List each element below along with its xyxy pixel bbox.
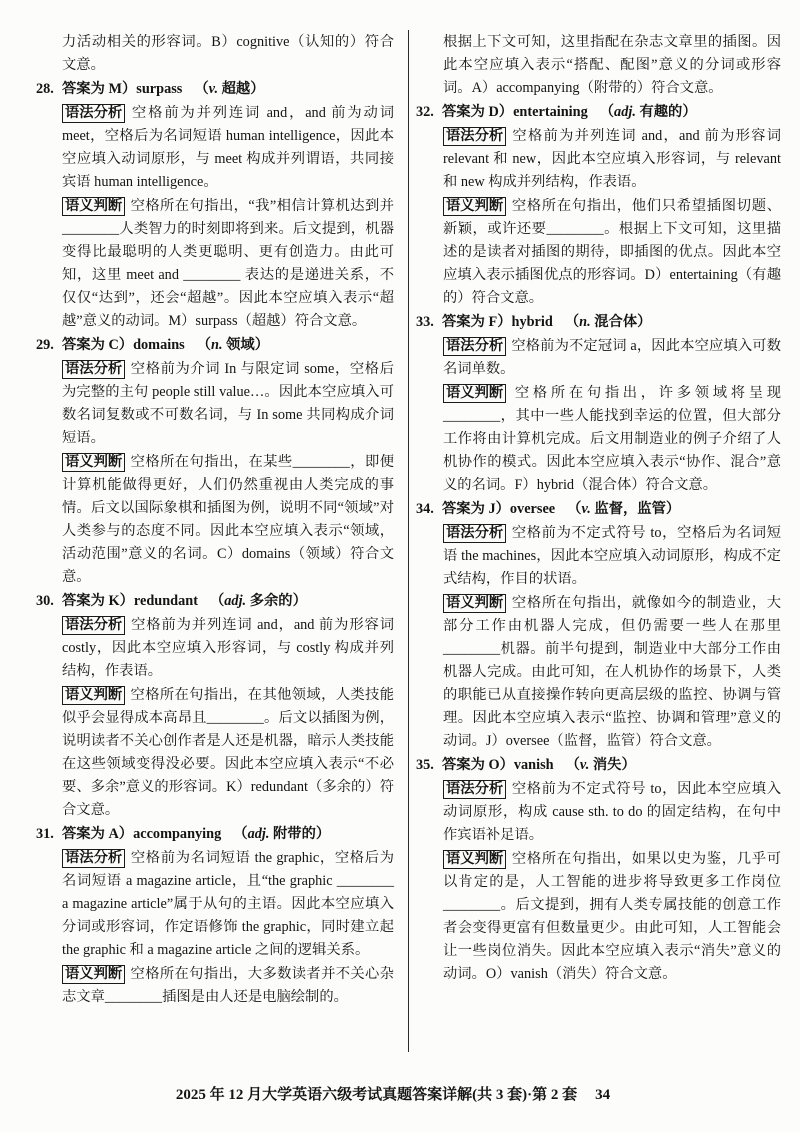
gloss-meaning: 消失 [592, 757, 622, 773]
answer-heading [416, 101, 781, 124]
semantic-judgment [62, 195, 394, 333]
answer-heading [416, 754, 781, 777]
gloss-close-paren: ） [254, 337, 270, 353]
question-number: 30. [36, 593, 54, 609]
answer-label: 答案为 C）domains [62, 337, 185, 353]
part-of-speech: adj. [224, 593, 247, 609]
answer-gloss [565, 314, 652, 330]
answer-label: 答案为 O）vanish [442, 757, 554, 773]
grammar-analysis-tag: 语法分析 [443, 127, 506, 146]
answer-heading [416, 498, 781, 521]
question-number: 29. [36, 337, 54, 353]
answer-gloss [567, 501, 680, 517]
semantic-judgment-text: 空格所在句指出，如果以史为鉴，几乎可以肯定的是，人工智能的进步将导致更多工作岗位________。后文提到，拥有人类专属技能的创意工作者会变得更富有但数量更少。由此可知，人工智能会让一些岗位消失。因此本空应填入表示“消失”意义的动词。O）vanish（消失）符合文意。 [443, 851, 781, 982]
answer-gloss [600, 104, 697, 120]
gloss-close-paren: ） [665, 501, 681, 517]
answer-gloss [197, 337, 269, 353]
semantic-judgment [62, 451, 394, 589]
answer-item-31 [36, 823, 394, 1009]
grammar-analysis [62, 358, 394, 450]
semantic-judgment-text: 空格所在句指出，“我”相信计算机达到并________人类智力的时刻即将到来。后文提到，机器变得比最聪明的人类更聪明、更有创造力。由此可知，这里 meet and ________ 表达的是递进关系，不仅仅“达到”，还会“超越”。因此本空应填入表示“超越”意义的动词。M）surpass（超越）符合文意。 [62, 198, 394, 329]
part-of-speech: v. [581, 501, 591, 517]
answer-heading [36, 823, 394, 846]
gloss-meaning: 有趣的 [639, 104, 683, 120]
part-of-speech: adj. [614, 104, 636, 120]
answer-heading [416, 311, 781, 334]
semantic-judgment [443, 195, 781, 310]
answer-gloss [210, 593, 307, 609]
page-footer [0, 1084, 786, 1107]
footer-title: 2025 年 12 月大学英语六级考试真题答案详解(共 3 套)·第 2 套 [175, 1087, 578, 1103]
continued-paragraph: 力活动相关的形容词。B）cognitive（认知的）符合文意。 [62, 34, 394, 73]
semantic-judgment-text: 空格所在句指出，他们只希望插图切题、新颖，或许还要________。根据上下文可知，这里描述的是读者对插图的期待，即插图的优点。因此本空应填入表示插图优点的形容词。D）entertaining（有趣的）符合文意。 [443, 198, 781, 306]
grammar-analysis-tag: 语法分析 [62, 849, 125, 868]
semantic-judgment-text: 空格所在句指出，大多数读者并不关心杂志文章________插图是由人还是电脑绘制的。 [62, 966, 394, 1005]
answer-item-33 [416, 311, 781, 497]
column-divider [408, 30, 409, 1052]
gloss-meaning: 多余的 [249, 593, 293, 609]
answer-heading [36, 78, 394, 101]
semantic-judgment-tag: 语义判断 [62, 197, 125, 216]
grammar-analysis-text: 空格前为名词短语 the graphic，空格后为名词短语 a magazine article，且“the graphic ________ a magazine article”属于从句的主语。因此本空应填入分词或形容词，作定语修饰 the graphic，同时建立起 the graphic 和 a magazine article 之间的逻辑关系。 [62, 850, 394, 958]
gloss-close-paren: ） [621, 757, 636, 773]
question-number: 32. [416, 104, 434, 120]
answer-label: 答案为 A）accompanying [62, 826, 222, 842]
answer-label: 答案为 D）entertaining [442, 104, 588, 120]
gloss-meaning: 混合体 [594, 314, 638, 330]
question-number: 34. [416, 501, 434, 517]
gloss-meaning: 附带的 [272, 826, 316, 842]
part-of-speech: v. [579, 757, 590, 773]
answer-gloss [194, 81, 264, 97]
semantic-judgment [62, 963, 394, 1009]
part-of-speech: n. [211, 337, 223, 353]
gloss-open-paren: （ [233, 826, 248, 842]
gloss-meaning: 领域 [226, 337, 255, 353]
semantic-judgment [443, 382, 781, 497]
grammar-analysis [62, 614, 394, 683]
answer-item-30 [36, 590, 394, 822]
answer-heading [36, 334, 394, 357]
gloss-open-paren: （ [209, 593, 225, 609]
gloss-close-paren: ） [292, 593, 307, 609]
part-of-speech: adj. [247, 826, 270, 842]
semantic-judgment-text: 空格所在句指出，就像如今的制造业，大部分工作由机器人完成，但仍需要一些人在那里________机器。前半句提到，制造业中大部分工作由机器人完成。由此可知，在人机协作的场景下，人类的职能已从直接操作转向更高层级的监控、协调与管理。因此本空应填入表示“监控、协调和管理”意义的动词。J）oversee（监督，监管）符合文意。 [443, 595, 781, 749]
semantic-judgment-tag: 语义判断 [443, 850, 506, 869]
gloss-open-paren: （ [196, 337, 212, 353]
semantic-judgment-text: 空格所在句指出，在某些________，即便计算机能做得更好，人们仍然重视由人类完成的事情。后文以国际象棋和插图为例，说明不同“领域”对人类参与的态度不同。因此本空应填入表示“领域，活动范围”意义的名词。C）domains（领域）符合文意。 [62, 454, 394, 585]
grammar-analysis [443, 125, 781, 194]
continued-paragraph: 根据上下文可知，这里指配在杂志文章里的插图。因此本空应填入表示“搭配、配图”意义的分词或形容词。A）accompanying（附带的）符合文意。 [443, 34, 781, 96]
grammar-analysis-tag: 语法分析 [443, 337, 506, 356]
grammar-analysis-tag: 语法分析 [443, 780, 506, 799]
semantic-judgment-text: 空格所在句指出，在其他领域，人类技能似乎会显得成本高昂且________。后文以插图为例，说明读者不关心创作者是人还是机器，暗示人类技能在这些领域变得没必要。因此本空应填入表示“不必要、多余”意义的形容词。K）redundant（多余的）符合文意。 [62, 687, 394, 818]
grammar-analysis-text: 空格前为并列连词 and，and 前为形容词 costly，因此本空应填入形容词，与 costly 构成并列结构，作表语。 [62, 617, 394, 679]
answer-gloss [233, 826, 330, 842]
semantic-judgment [443, 592, 781, 753]
grammar-analysis-text: 空格前为介词 In 与限定词 some，空格后为完整的主句 people still value…。因此本空应填入可数名词复数或不可数名词，与 In some 共同构成介词短语。 [62, 361, 394, 446]
gloss-close-paren: ） [315, 826, 331, 842]
semantic-judgment-tag: 语义判断 [62, 686, 125, 705]
answer-item-29 [36, 334, 394, 589]
gloss-meaning: 超越 [221, 81, 251, 97]
question-number: 35. [416, 757, 434, 773]
semantic-judgment-tag: 语义判断 [62, 453, 125, 472]
grammar-analysis-text: 空格前为不定冠词 a，因此本空应填入可数名词单数。 [443, 338, 781, 377]
grammar-analysis [443, 778, 781, 847]
semantic-judgment-tag: 语义判断 [443, 594, 506, 613]
grammar-analysis-text: 空格前为不定式符号 to，空格后为名词短语 the machines，因此本空应填入动词原形，构成不定式结构，作目的状语。 [443, 525, 781, 587]
gloss-open-paren: （ [194, 81, 209, 97]
answer-label: 答案为 M）surpass [62, 81, 183, 97]
answer-item-35 [416, 754, 781, 986]
semantic-judgment [62, 684, 394, 822]
question-number: 28. [36, 81, 54, 97]
grammar-analysis-tag: 语法分析 [443, 524, 506, 543]
gloss-open-paren: （ [599, 104, 615, 120]
answer-gloss [566, 757, 636, 773]
semantic-judgment-tag: 语义判断 [443, 197, 506, 216]
gloss-open-paren: （ [565, 757, 580, 773]
answer-item-28 [36, 78, 394, 333]
answer-label: 答案为 F）hybrid [442, 314, 553, 330]
grammar-analysis-text: 空格前为并列连词 and，and 前为形容词 relevant 和 new，因此本空应填入形容词，与 relevant 和 new 构成并列结构，作表语。 [443, 128, 781, 190]
answer-heading [36, 590, 394, 613]
gloss-close-paren: ） [682, 104, 697, 120]
grammar-analysis [62, 847, 394, 962]
question-number: 31. [36, 826, 54, 842]
semantic-judgment-text: 空格所在句指出，许多领域将呈现________，其中一些人能找到幸运的位置，但大部分工作将由计算机完成。后文用制造业的例子介绍了人机协作的模式。因此本空应填入表示“协作、混合”意义的名词。F）hybrid（混合体）符合文意。 [443, 385, 781, 493]
answer-label: 答案为 J）oversee [442, 501, 556, 517]
semantic-judgment [443, 848, 781, 986]
grammar-analysis-tag: 语法分析 [62, 104, 125, 123]
grammar-analysis [443, 335, 781, 381]
grammar-analysis-text: 空格前为并列连词 and，and 前为动词 meet，空格后为名词短语 human intelligence，因此本空应填入动词原形，与 meet 构成并列谓语，共同接宾语 human intelligence。 [62, 105, 394, 190]
part-of-speech: n. [579, 314, 591, 330]
gloss-open-paren: （ [564, 314, 580, 330]
gloss-close-paren: ） [250, 81, 265, 97]
semantic-judgment-tag: 语义判断 [443, 384, 506, 403]
right-column [416, 31, 781, 986]
grammar-analysis-tag: 语法分析 [62, 616, 125, 635]
grammar-analysis-text: 空格前为不定式符号 to，因此本空应填入动词原形，构成 cause sth. to do 的固定结构，在句中作宾语补足语。 [443, 781, 781, 843]
left-column [36, 31, 394, 1009]
answer-label: 答案为 K）redundant [62, 593, 198, 609]
semantic-judgment-tag: 语义判断 [62, 965, 125, 984]
answer-item-32 [416, 101, 781, 310]
grammar-analysis-tag: 语法分析 [62, 360, 125, 379]
grammar-analysis [62, 102, 394, 194]
answer-item-34 [416, 498, 781, 753]
gloss-close-paren: ） [637, 314, 652, 330]
page-number: 34 [595, 1087, 611, 1103]
question-number: 33. [416, 314, 434, 330]
gloss-meaning: 监督，监管 [594, 501, 666, 517]
part-of-speech: v. [208, 81, 219, 97]
gloss-open-paren: （ [567, 501, 582, 517]
grammar-analysis [443, 522, 781, 591]
